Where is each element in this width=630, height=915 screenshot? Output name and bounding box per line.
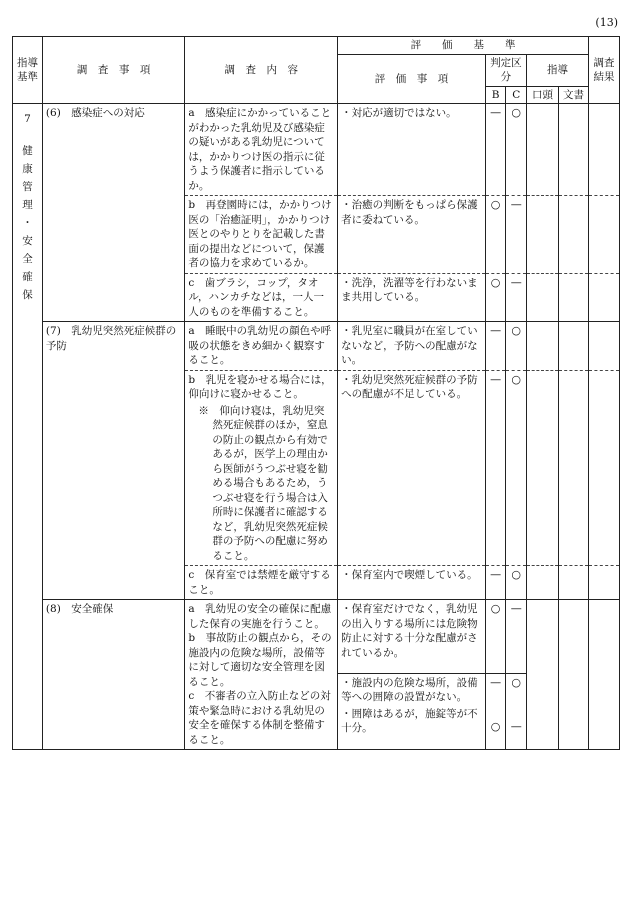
header-oral: 口頭 [527,86,559,104]
item-cell: (7) 乳幼児突然死症候群の予防 [42,322,184,600]
b-mark: ○ [485,273,506,322]
b-mark: — [485,322,506,371]
c-mark: ○ [506,370,527,566]
eval-cell: ・施設内の危険な場所，設備等への囲障の設置がない。 ・囲障はあるが，施錠等が不十分。 [338,673,486,749]
item-cell: (8) 安全確保 [42,600,184,750]
content-cell: a 乳幼児の安全の確保に配慮した保育の実施を行うこと。 b 事故防止の観点から，その施設内の危険な場所，設備等に対して適切な安全管理を図ること。 c 不審者の立入防止などの対策や緊急時における乳幼児の安全を確保する体制を整備すること。 [185,600,338,750]
eval-cell: ・乳幼児突然死症候群の予防への配慮が不足している。 [338,370,486,566]
c-mark: ○ [506,104,527,196]
written-cell [559,566,589,600]
content-cell: a 睡眠中の乳幼児の顔色や呼吸の状態をきめ細かく観察すること。 [185,322,338,371]
oral-cell [527,566,559,600]
header-c: C [506,86,527,104]
written-cell [559,322,589,371]
oral-cell [527,104,559,196]
result-cell [588,322,619,371]
standard-cell: 7 健 康 管 理 ・ 安 全 確 保 [13,104,43,750]
eval-cell: ・洗浄，洗濯等を行わないまま共用している。 [338,273,486,322]
eval-cell: ・乳児室に職員が在室していないなど，予防への配慮がない。 [338,322,486,371]
oral-cell [527,600,559,750]
eval-cell: ・保育室内で喫煙している。 [338,566,486,600]
page-number: (13) [595,16,618,29]
content-cell: b 再登園時には，かかりつけ医の「治癒証明」，かかりつけ医とのやりとりを記載した書面の提出などについて，保護者の協力を求めているか。 [185,196,338,274]
header-guidance: 指導 [527,54,589,86]
table-row [13,104,620,196]
c-mark: — [506,196,527,274]
inspection-table [12,36,620,750]
header-eval-group: 評 価 基 準 [338,37,589,55]
result-cell [588,600,619,750]
header-standard: 指導 基準 [13,37,43,104]
header-written: 文書 [559,86,589,104]
oral-cell [527,196,559,274]
b-mark: ○ [485,600,506,674]
header-judgment: 判定区分 [485,54,526,86]
header-eval-item: 評 価 事 項 [338,54,486,104]
content-cell: b 乳児を寝かせる場合には，仰向けに寝かせること。 ※ 仰向け寝は，乳幼児突然死症候群のほか，窒息の防止の観点から有効であるが，医学上の理由から医師がうつぶせ寝を勧める場合もあるため，うつぶせ寝を行う場合は入所時に保護者に確認するなど，乳幼児突然死症候群の予防への配慮に努めること。 [185,370,338,566]
header-b: B [485,86,506,104]
content-cell: a 感染症にかかっていることがわかった乳幼児及び感染症の疑いがある乳幼児については，かかりつけ医の指示に従うよう保護者に指示しているか。 [185,104,338,196]
written-cell [559,104,589,196]
result-cell [588,370,619,566]
c-mark: ○ [506,322,527,371]
table-row [13,322,620,371]
oral-cell [527,370,559,566]
header-result: 調査 結果 [588,37,619,104]
c-mark: ○ — [506,673,527,749]
written-cell [559,196,589,274]
header-content: 調 査 内 容 [185,37,338,104]
oral-cell [527,322,559,371]
item-cell: (6) 感染症への対応 [42,104,184,322]
eval-cell: ・治癒の判断をもっぱら保護者に委ねている。 [338,196,486,274]
content-cell: c 保育室では禁煙を厳守すること。 [185,566,338,600]
written-cell [559,273,589,322]
written-cell [559,370,589,566]
eval-cell: ・対応が適切ではない。 [338,104,486,196]
c-mark: ○ [506,566,527,600]
b-mark: — [485,104,506,196]
b-mark: — [485,370,506,566]
b-mark: ○ [485,196,506,274]
c-mark: — [506,600,527,674]
c-mark: — [506,273,527,322]
result-cell [588,566,619,600]
eval-cell: ・保育室だけでなく，乳幼児の出入りする場所には危険物防止に対する十分な配慮がされているか。 [338,600,486,674]
note-text: ※ 仰向け寝は，乳幼児突然死症候群のほか，窒息の防止の観点から有効であるが，医学上の理由から医師がうつぶせ寝を勧める場合もあるため，うつぶせ寝を行う場合は入所時に保護者に確認するなど，乳幼児突然死症候群の予防への配慮に努めること。 [198,404,328,562]
result-cell [588,196,619,274]
result-cell [588,104,619,196]
table-row [13,600,620,674]
written-cell [559,600,589,750]
content-cell: c 歯ブラシ，コップ，タオル，ハンカチなどは，一人一人のものを準備すること。 [185,273,338,322]
header-item: 調 査 事 項 [42,37,184,104]
oral-cell [527,273,559,322]
result-cell [588,273,619,322]
b-mark: — ○ [485,673,506,749]
b-mark: — [485,566,506,600]
